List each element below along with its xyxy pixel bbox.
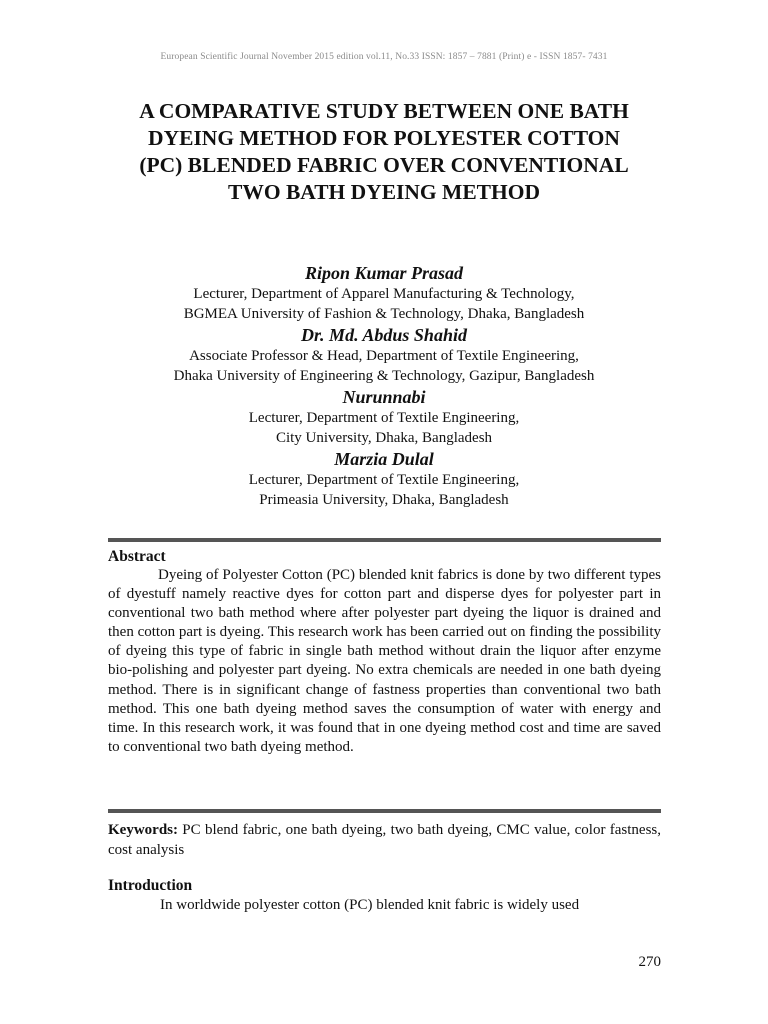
- author-affiliation: Lecturer, Department of Textile Engineering,: [248, 410, 520, 426]
- keywords-text: PC blend fabric, one bath dyeing, two bath dyeing, CMC value, color fastness, cost analysis: [108, 822, 661, 858]
- author-affiliation: Associate Professor & Head, Department of Textile Engineering,: [189, 348, 579, 364]
- keywords-label: Keywords:: [108, 822, 178, 838]
- author-block: [84, 386, 684, 448]
- author-affiliation: Lecturer, Department of Apparel Manufacturing & Technology,: [193, 286, 575, 302]
- keywords-section: [108, 820, 661, 860]
- author-affiliation: Lecturer, Department of Textile Engineering,: [248, 472, 520, 488]
- title-line: TWO BATH DYEING METHOD: [228, 180, 540, 204]
- introduction-section: [108, 876, 661, 915]
- journal-header: European Scientific Journal November 2015 edition vol.11, No.33 ISSN: 1857 – 7881 (Print) e - ISSN 1857- 7431: [160, 52, 608, 62]
- author-name: Nurunnabi: [342, 387, 426, 407]
- author-block: [84, 262, 684, 324]
- title-line: (PC) BLENDED FABRIC OVER CONVENTIONAL: [139, 153, 629, 177]
- introduction-heading: Introduction: [108, 877, 193, 894]
- title-line: A COMPARATIVE STUDY BETWEEN ONE BATH: [139, 99, 629, 123]
- author-affiliation: City University, Dhaka, Bangladesh: [275, 430, 493, 446]
- page-number: 270: [638, 954, 661, 970]
- author-block: [84, 324, 684, 386]
- paper-title: [84, 98, 684, 206]
- author-affiliation: Dhaka University of Engineering & Technology, Gazipur, Bangladesh: [173, 368, 595, 384]
- abstract-section: [108, 547, 661, 757]
- abstract-bottom-rule: [108, 809, 661, 813]
- author-name: Dr. Md. Abdus Shahid: [301, 325, 467, 345]
- author-block: [84, 448, 684, 510]
- author-affiliation: Primeasia University, Dhaka, Bangladesh: [259, 492, 509, 508]
- abstract-top-rule: [108, 538, 661, 542]
- author-name: Ripon Kumar Prasad: [304, 263, 464, 283]
- title-line: DYEING METHOD FOR POLYESTER COTTON: [148, 126, 620, 150]
- author-name: Marzia Dulal: [334, 449, 434, 469]
- author-affiliation: BGMEA University of Fashion & Technology, Dhaka, Bangladesh: [183, 306, 585, 322]
- abstract-text: Dyeing of Polyester Cotton (PC) blended knit fabrics is done by two different types of dyestuff namely reactive dyes for cotton part and disperse dyes for polyester part in conventional two bath method where after polyester part dyeing the liquor is drained and then cotton part is dyeing. This research work has been carried out on finding the possibility of dyeing this type of fabric in single bath method without drain the liquor after enzyme bio-polishing and polyester part dyeing. No extra chemicals are needed in one bath dyeing method. There is in significant change of fastness properties than conventional two bath method. This one bath dyeing method saves the consumption of water with energy and time. In this research work, it was found that in one dyeing method cost and time are saved to conventional two bath dyeing method.: [108, 567, 661, 755]
- author-list: [84, 262, 684, 510]
- introduction-text: In worldwide polyester cotton (PC) blended knit fabric is widely used: [160, 897, 580, 913]
- abstract-heading: Abstract: [108, 548, 166, 565]
